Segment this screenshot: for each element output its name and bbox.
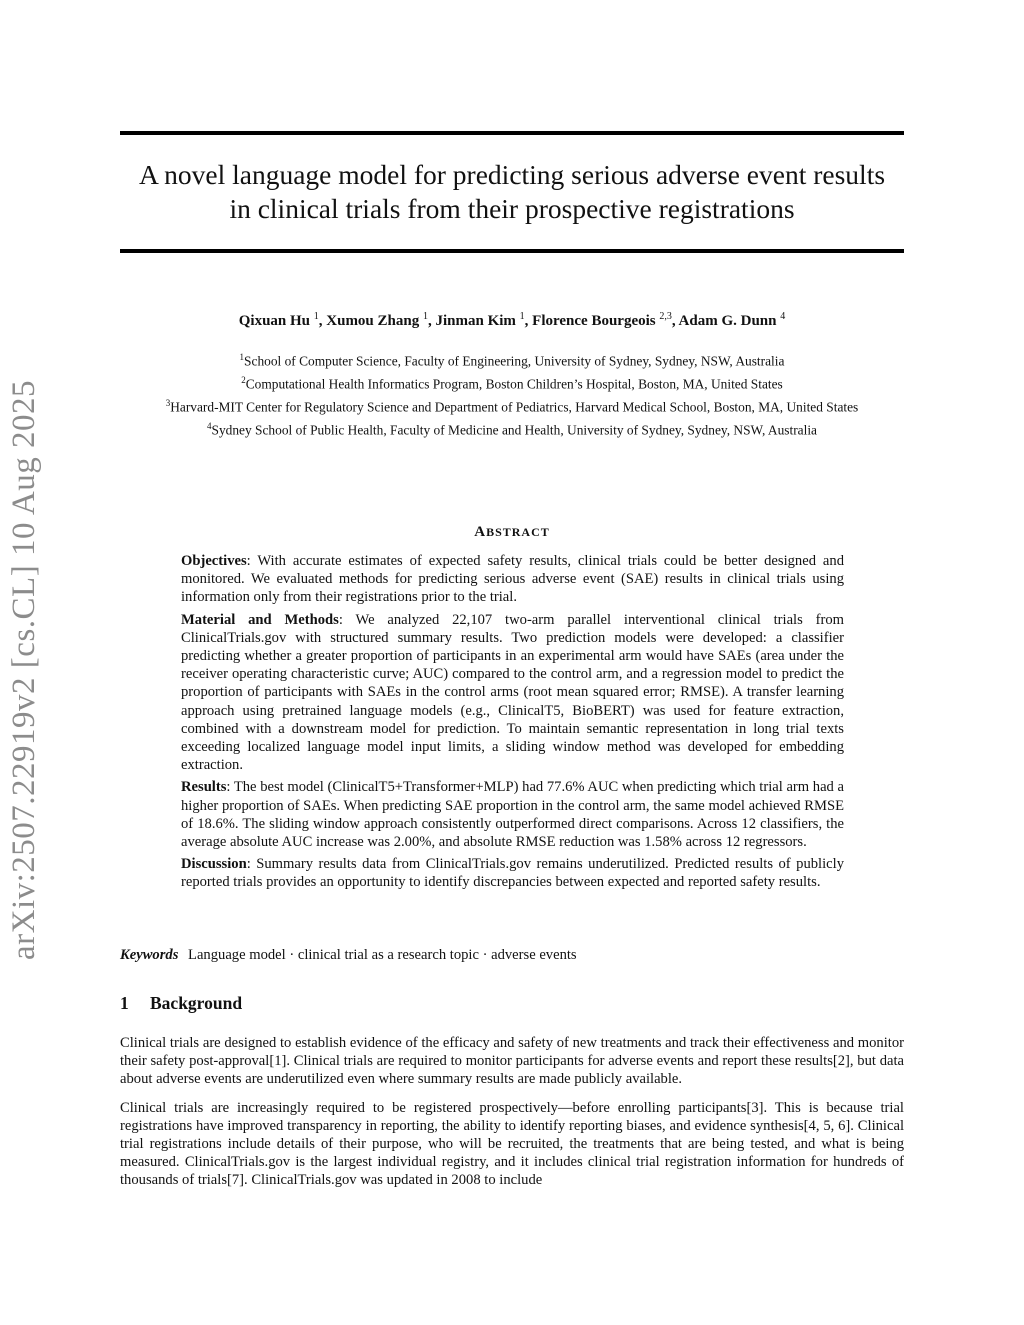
abstract-heading: ABSTRACT xyxy=(474,524,550,540)
affiliation: $^3$Harvard-MIT Center for Regulatory Science and Department of Pediatrics, Harvard Medical School, Boston, MA, United States xyxy=(165,397,859,415)
affiliation: $^1$School of Computer Science, Faculty of Engineering, University of Sydney, Sydney, NSW, Australia xyxy=(239,352,785,369)
section-title: Background xyxy=(150,993,243,1013)
affiliation-list xyxy=(100,348,924,440)
author: Adam G. Dunn $^4$ xyxy=(678,311,786,329)
section-number: 1 xyxy=(120,993,129,1013)
keywords-text: Language model · clinical trial as a research topic · adverse events xyxy=(188,947,577,963)
body-paragraph: Clinical trials are increasingly required to be registered prospectively—before enrolling participants[3]. This is because trial registrations have improved transparency in reporting, the ability to identify reporting biases, and evidence synthesis[4, 5, 6]. Clinical trial registrations include details of their purpose, who will be recruited, the treatments that are being tested, and what is being measured. ClinicalTrials.gov is the largest individual registry, and it includes clinical trial registration information for hundreds of thousands of trials[7]. ClinicalTrials.gov was updated in 2008 to include xyxy=(120,1099,904,1189)
author: Jinman Kim $^1$ xyxy=(435,311,525,329)
abstract-methods: Material and Methods: We analyzed 22,107 two-arm parallel interventional clinical trials from ClinicalTrials.gov with structured summary results. Two prediction models were developed: a classifier predicting whether a greater proportion of participants in an experimental arm would have SAEs (area under the receiver operating characteristic curve; AUC) compared to the control arm, and a regression model to predict the proportion of participants with SAEs in the control arms (root mean squared error; RMSE). A transfer learning approach using pretrained language models (e.g., ClinicalT5, BioBERT) was used for feature extraction, combined with a downstream model for prediction. To maintain semantic representation in long trial texts exceeding localized language model input limits, a sliding window method was developed for embedding extraction. xyxy=(181,611,844,774)
title-top-rule xyxy=(120,131,904,135)
section-body xyxy=(120,1034,904,1200)
affiliation: $^2$Computational Health Informatics Program, Boston Children’s Hospital, Boston, MA, United States xyxy=(241,374,783,392)
abstract-body xyxy=(181,552,844,896)
author: Xumou Zhang $^1$ xyxy=(326,311,428,329)
paper-title xyxy=(110,158,914,226)
arxiv-identifier: arXiv:2507.22919v2 [cs.CL] 10 Aug 2025 xyxy=(6,380,42,960)
author: Qixuan Hu $^1$ xyxy=(238,311,319,329)
abstract-discussion: Discussion: Summary results data from ClinicalTrials.gov remains underutilized. Predicted results of publicly reported trials provides an opportunity to identify discrepancies between expected and reported safety results. xyxy=(181,856,844,891)
keywords-label: Keywords xyxy=(120,947,179,963)
author-list: Qixuan Hu $^1$, Xumou Zhang $^1$, Jinman Kim $^1$, Florence Bourgeois $^{2,3}$, Adam G. Dunn $^4$ xyxy=(238,311,786,329)
affiliation: $^4$Sydney School of Public Health, Faculty of Medicine and Health, University of Sydney, Sydney, NSW, Australia xyxy=(207,420,817,438)
section-heading xyxy=(120,993,242,1014)
abstract-results: Results: The best model (ClinicalT5+Transformer+MLP) had 77.6% AUC when predicting which trial arm had a higher proportion of SAEs. When predicting SAE proportion in the control arm, the same model achieved RMSE of 18.6%. The sliding window approach consistently outperformed direct comparisons. Across 12 classifiers, the average absolute AUC increase was 2.00%, and absolute RMSE reduction was 1.58% across 12 regressors. xyxy=(181,779,844,851)
title-bottom-rule xyxy=(120,249,904,253)
title-line-2: in clinical trials from their prospective registrations xyxy=(229,193,795,224)
keywords xyxy=(120,947,904,964)
author: Florence Bourgeois $^{2,3}$ xyxy=(532,311,672,329)
abstract-objectives: Objectives: With accurate estimates of expected safety results, clinical trials could be better designed and monitored. We evaluated methods for predicting serious adverse event (SAE) results in clinical trials using information only from their registrations prior to the trial. xyxy=(181,553,844,606)
title-line-1: A novel language model for predicting serious adverse event results xyxy=(138,159,886,190)
body-paragraph: Clinical trials are designed to establish evidence of the efficacy and safety of new treatments and track their effectiveness and monitor their safety post-approval[1]. Clinical trials are required to monitor participants for adverse events and report these results[2], but data about adverse events are underutilized even where summary results are made publicly available. xyxy=(120,1035,904,1088)
